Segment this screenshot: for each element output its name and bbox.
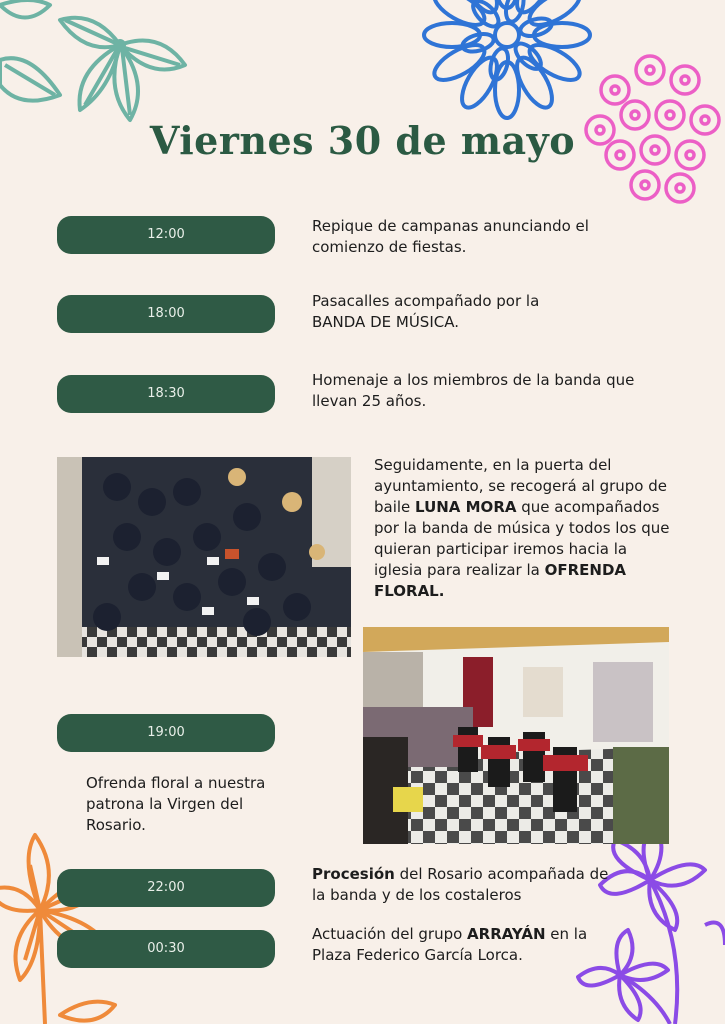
page-title: Viernes 30 de mayo [149, 118, 576, 163]
time-pill: 19:00 [57, 714, 275, 752]
orange-lily-icon [0, 830, 130, 1024]
ofrenda-paragraph: Seguidamente, en la puerta del ayuntamiento, se recogerá al grupo de baile LUNA MORA que acompañados por la banda de música y todos los que quieran participar iremos hacia la iglesia para realizar la OFRENDA FLORAL. [374, 456, 670, 600]
event-description: Procesión del Rosario acompañada de la banda y de los costaleros [312, 865, 609, 904]
event-description: Homenaje a los miembros de la banda que llevan 25 años. [312, 371, 635, 410]
time-pill: 18:30 [57, 375, 275, 413]
time-pill: 00:30 [57, 930, 275, 968]
band-photo [57, 457, 351, 657]
event-description: Ofrenda floral a nuestra patrona la Virgen del Rosario. [86, 774, 266, 834]
blue-chrysanthemum-icon [415, 0, 600, 120]
church-dance-photo [363, 627, 669, 844]
time-pill: 12:00 [57, 216, 275, 254]
time-pill: 22:00 [57, 869, 275, 907]
event-description: Repique de campanas anunciando el comienzo de fiestas. [312, 217, 589, 256]
event-description: Pasacalles acompañado por la BANDA DE MÚSICA. [312, 292, 540, 331]
event-description: Actuación del grupo ARRAYÁN en la Plaza Federico García Lorca. [312, 925, 588, 964]
time-pill: 18:00 [57, 295, 275, 333]
